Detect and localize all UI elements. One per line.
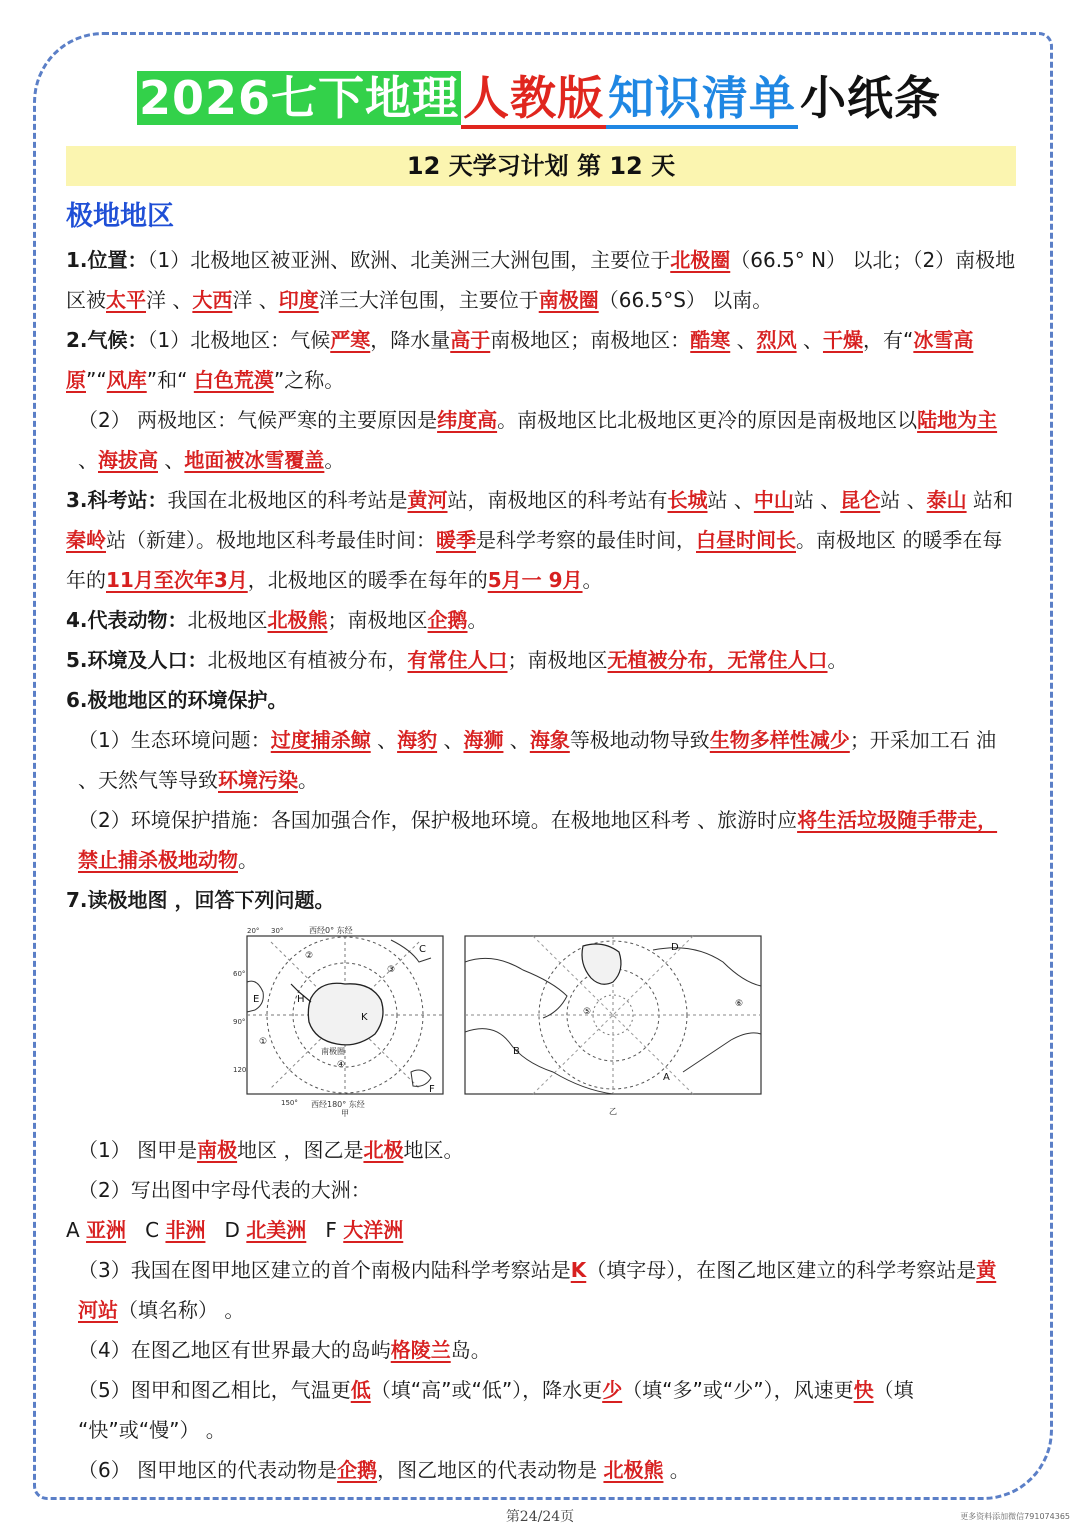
text: （填 “快”或“慢”） 。 xyxy=(78,1378,914,1442)
text: ；开采加工石 油 、天然气等导致 xyxy=(78,728,997,792)
antarctic-map xyxy=(233,922,451,1118)
text: A xyxy=(66,1218,80,1242)
text: 、 xyxy=(370,728,398,752)
answer: 低 xyxy=(350,1378,371,1402)
item-label: 1.位置： xyxy=(66,248,148,272)
text: 洋三大洋包围，主要位于 xyxy=(318,288,539,312)
text: ，降水量 xyxy=(370,328,451,352)
text: （1）生态环境问题： xyxy=(78,728,271,752)
answer: 有常住人口 xyxy=(407,648,508,672)
answer: 北极熊 xyxy=(603,1458,664,1482)
text: 。 xyxy=(324,448,345,472)
map-letter: C xyxy=(419,944,426,955)
answer: 大洋洲 xyxy=(343,1218,404,1242)
title-part-grade: 2026七下地理 xyxy=(138,71,460,125)
answer: 过度捕杀鲸 xyxy=(270,728,371,752)
map-mark: ④ xyxy=(337,1060,346,1070)
text: 地区。 xyxy=(403,1138,464,1162)
answer: 海豹 xyxy=(397,728,438,752)
map-label: 西经180° 东经 xyxy=(311,1100,365,1109)
page-number: 第24/24页 xyxy=(505,1509,575,1525)
text: 、 xyxy=(437,728,464,752)
text: （填名称） 。 xyxy=(118,1298,245,1322)
text: （1）北极地区：气候 xyxy=(147,328,331,352)
sub-question-2 xyxy=(66,1170,1016,1210)
map-mark: ⑤ xyxy=(583,1007,592,1017)
answer: K xyxy=(570,1258,587,1282)
answer: 地面被冰雪覆盖 xyxy=(184,448,325,472)
answer: 长城 xyxy=(667,488,708,512)
map-mark: ⑥ xyxy=(735,999,744,1009)
answer: 秦岭 xyxy=(66,528,106,552)
answer: 南极 xyxy=(197,1138,238,1162)
text: 站，南极地区的科考站有 xyxy=(447,488,668,512)
answer: 黄河 xyxy=(407,488,448,512)
sub-question-3 xyxy=(66,1250,1016,1330)
page-title xyxy=(0,62,1080,134)
text: 。 xyxy=(467,608,488,632)
text: 。南极地区比北极地区更冷的原因是南极地区以 xyxy=(497,408,918,432)
item-protection-issues xyxy=(66,720,1016,800)
sub-question-4 xyxy=(66,1330,1016,1370)
answer: 北极熊 xyxy=(267,608,328,632)
text: ”和“ xyxy=(146,368,194,392)
section-title: 极地地区 xyxy=(66,201,174,232)
watermark: 更多资料添加微信791074365 xyxy=(960,1512,1070,1521)
item-protection-measures xyxy=(66,800,1016,880)
map-label: 西经0° 东经 xyxy=(309,926,353,935)
map-letter: F xyxy=(429,1084,435,1095)
answer: 南极圈 xyxy=(538,288,599,312)
text: 站（新建）。极地地区科考最佳时间： xyxy=(106,528,436,552)
answer: 企鹅 xyxy=(427,608,468,632)
item-label: 4.代表动物： xyxy=(66,608,188,632)
text: （填“高”或“低”），降水更 xyxy=(370,1378,603,1402)
answer: 泰山 xyxy=(926,488,967,512)
text: 北极地区有植被分布， xyxy=(207,648,408,672)
answer: 太平 xyxy=(106,288,146,312)
sub-question-5 xyxy=(66,1370,1016,1450)
map-letter: E xyxy=(253,994,260,1005)
map-label: 南极圈 xyxy=(321,1047,345,1056)
map-label: 20° xyxy=(247,927,260,935)
map-caption: 乙 xyxy=(609,1107,617,1116)
arctic-map xyxy=(463,922,763,1117)
text: 站 、 xyxy=(880,488,927,512)
text: ；南极地区 xyxy=(507,648,608,672)
text: 。 xyxy=(298,768,318,792)
answer: 快 xyxy=(853,1378,874,1402)
text: 。 xyxy=(238,848,258,872)
text: （66.5° N） 以北；（2）南极地区被 xyxy=(66,248,1016,312)
text: D xyxy=(224,1218,240,1242)
text: 、 xyxy=(796,328,823,352)
answer: 格陵兰 xyxy=(390,1338,451,1362)
text: 南极地区；南极地区： xyxy=(490,328,691,352)
answer: 高于 xyxy=(450,328,491,352)
study-plan-banner: 12 天学习计划 第 12 天 xyxy=(66,146,1016,186)
map-label: 150° xyxy=(281,1099,298,1107)
map-mark: ② xyxy=(305,951,314,961)
answer: 干燥 xyxy=(822,328,863,352)
answer: 印度 xyxy=(278,288,319,312)
text: 。 xyxy=(827,648,848,672)
answer: 风库 xyxy=(106,368,147,392)
answer: 海象 xyxy=(529,728,570,752)
text: 、 xyxy=(158,448,185,472)
text: （2）写出图中字母代表的大洲： xyxy=(78,1178,371,1202)
answer: 暖季 xyxy=(436,528,476,552)
answer: 11月至次年3月 xyxy=(106,568,248,592)
map-mark: ③ xyxy=(387,965,396,975)
text: 、 xyxy=(78,448,98,472)
title-part-list: 知识清单 xyxy=(606,71,798,129)
item-label: 7.读极地图 ，回答下列问题。 xyxy=(66,888,335,912)
text: （填字母），在图乙地区建立的科学考察站是 xyxy=(586,1258,977,1282)
text: （5）图甲和图乙相比，气温更 xyxy=(78,1378,351,1402)
text: 北极地区 xyxy=(187,608,268,632)
text: ”“ xyxy=(86,368,107,392)
item-animals xyxy=(66,600,1016,640)
text: C xyxy=(145,1218,160,1242)
text: 岛。 xyxy=(450,1338,491,1362)
sub-question-6 xyxy=(66,1450,1016,1490)
item-location xyxy=(66,240,1016,320)
content-body xyxy=(66,240,1016,1490)
text: 地区 ，图乙是 xyxy=(237,1138,364,1162)
text: （66.5°S） 以南。 xyxy=(598,288,773,312)
item-map-question xyxy=(66,880,1016,920)
item-stations xyxy=(66,480,1016,600)
answer: 北极圈 xyxy=(670,248,731,272)
map-letter: H xyxy=(297,994,305,1005)
answer: 白昼时间长 xyxy=(696,528,796,552)
map-caption: 甲 xyxy=(341,1109,349,1118)
text: 。南极地区 的暖季在每年的 xyxy=(66,528,1003,592)
answer: 无植被分布，无常住人口 xyxy=(607,648,828,672)
text: 等极地动物导致 xyxy=(569,728,710,752)
text: 、 xyxy=(730,328,757,352)
text: ，图乙地区的代表动物是 xyxy=(377,1458,604,1482)
item-label: 3.科考站： xyxy=(66,488,168,512)
answer: 海拔高 xyxy=(98,448,158,472)
text: F xyxy=(325,1218,337,1242)
map-letter: K xyxy=(361,1012,368,1023)
text: （2） 两极地区：气候严寒的主要原因是 xyxy=(78,408,438,432)
text: 站 、 xyxy=(707,488,754,512)
map-mark: ① xyxy=(259,1037,268,1047)
title-part-edition: 人教版 xyxy=(461,71,606,129)
answer: 生物多样性减少 xyxy=(709,728,850,752)
text: （1）北极地区被亚洲、欧洲、北美洲三大洲包围，主要位于 xyxy=(147,248,671,272)
text: 洋 、 xyxy=(146,288,193,312)
text: （2）环境保护措施：各国加强合作，保护极地环境。在极地地区科考 、旅游时应 xyxy=(78,808,798,832)
text: 站 、 xyxy=(793,488,841,512)
map-letter: D xyxy=(671,942,679,953)
text: （1） 图甲是 xyxy=(78,1138,198,1162)
map-letter: A xyxy=(663,1072,670,1083)
map-letter: B xyxy=(513,1046,520,1057)
text: （6） 图甲地区的代表动物是 xyxy=(78,1458,338,1482)
polar-maps xyxy=(66,922,1016,1122)
answer: 大西 xyxy=(192,288,233,312)
answer: 将生活垃圾随手带走，禁止捕杀极地动物 xyxy=(78,808,998,872)
answer: 白色荒漠 xyxy=(193,368,274,392)
answer: 昆仑 xyxy=(840,488,881,512)
text: 站和 xyxy=(966,488,1013,512)
answer: 严寒 xyxy=(330,328,371,352)
answer: 亚洲 xyxy=(86,1218,127,1242)
item-climate-reason xyxy=(66,400,1016,480)
text: 、 xyxy=(503,728,530,752)
answer: 冰雪高原 xyxy=(66,328,974,392)
map-label: 90° xyxy=(233,1018,246,1026)
item-protection-heading xyxy=(66,680,1016,720)
item-label: 6.极地地区的环境保护。 xyxy=(66,688,288,712)
answer: 北极 xyxy=(363,1138,404,1162)
text: 洋 、 xyxy=(232,288,279,312)
answer: 烈风 xyxy=(756,328,797,352)
text: 。 xyxy=(663,1458,690,1482)
text: （3）我国在图甲地区建立的首个南极内陆科学考察站是 xyxy=(78,1258,571,1282)
item-label: 2.气候： xyxy=(66,328,148,352)
map-label: 120 xyxy=(233,1066,247,1074)
answer: 少 xyxy=(602,1378,623,1402)
answer: 5月一 9月 xyxy=(487,568,583,592)
answer: 黄河站 xyxy=(78,1258,997,1322)
text: （4）在图乙地区有世界最大的岛屿 xyxy=(78,1338,391,1362)
answer: 中山 xyxy=(753,488,794,512)
text: 。 xyxy=(582,568,603,592)
text: ；南极地区 xyxy=(327,608,428,632)
text: 是科学考察的最佳时间， xyxy=(476,528,696,552)
answer: 企鹅 xyxy=(337,1458,378,1482)
answer: 纬度高 xyxy=(437,408,498,432)
item-label: 5.环境及人口： xyxy=(66,648,208,672)
text: 我国在北极地区的科考站是 xyxy=(167,488,408,512)
sub-question-2-answers xyxy=(66,1210,1016,1250)
text: ，有“ xyxy=(862,328,914,352)
sub-question-1 xyxy=(66,1130,1016,1170)
title-part-note: 小纸条 xyxy=(800,71,942,125)
text: ”之称。 xyxy=(273,368,345,392)
answer: 非洲 xyxy=(165,1218,206,1242)
answer: 环境污染 xyxy=(218,768,298,792)
text: ，北极地区的暖季在每年的 xyxy=(247,568,488,592)
item-climate xyxy=(66,320,1016,400)
answer: 海狮 xyxy=(463,728,504,752)
item-population xyxy=(66,640,1016,680)
map-label: 60° xyxy=(233,970,246,978)
text: （填“多”或“少”），风速更 xyxy=(622,1378,854,1402)
answer: 陆地为主 xyxy=(917,408,998,432)
map-label: 30° xyxy=(271,927,284,935)
answer: 北美洲 xyxy=(246,1218,307,1242)
answer: 酷寒 xyxy=(690,328,731,352)
